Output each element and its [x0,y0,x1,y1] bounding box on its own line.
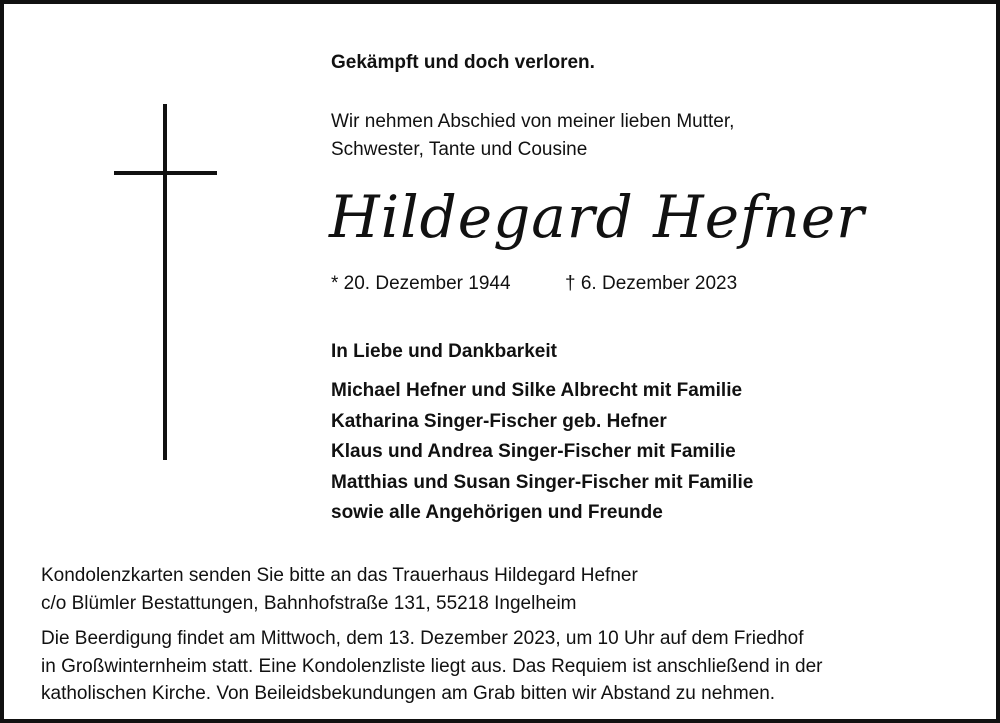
funeral-line: katholischen Kirche. Von Beileidsbekundungen am Grab bitten wir Abstand zu nehmen. [41,683,776,704]
condolence-line: Kondolenzkarten senden Sie bitte an das Trauerhaus Hildegard Hefner [41,565,638,586]
condolence-line: c/o Blümler Bestattungen, Bahnhofstraße 131, 55218 Ingelheim [41,593,577,614]
mourner-line: Katharina Singer-Fischer geb. Hefner [331,410,667,432]
mourner-line: sowie alle Angehörigen und Freunde [331,502,663,523]
love-line: In Liebe und Dankbarkeit [331,341,557,362]
mourners-list [331,376,753,529]
mourner-line: Matthias und Susan Singer-Fischer mit Familie [331,471,754,493]
funeral-line: Die Beerdigung findet am Mittwoch, dem 13. Dezember 2023, um 10 Uhr auf dem Friedhof [41,628,804,649]
headline: Gekämpft und doch verloren. [331,52,595,73]
mourner-line: Michael Hefner und Silke Albrecht mit Familie [331,380,743,401]
cross-vertical-bar [163,104,167,460]
funeral-info [41,625,823,708]
mourner-line: Klaus und Andrea Singer-Fischer mit Familie [331,441,736,462]
birth-date: * 20. Dezember 1944 [331,273,511,294]
cross-horizontal-bar [114,171,217,175]
intro-line: Schwester, Tante und Cousine [331,139,588,160]
intro-text [331,108,734,164]
deceased-name: Hildegard Hefner [329,183,865,251]
intro-line: Wir nehmen Abschied von meiner lieben Mutter, [331,111,735,132]
condolence-info [41,562,638,618]
death-date: † 6. Dezember 2023 [565,273,738,294]
funeral-line: in Großwinternheim statt. Eine Kondolenzliste liegt aus. Das Requiem ist anschließend in der [41,655,823,677]
